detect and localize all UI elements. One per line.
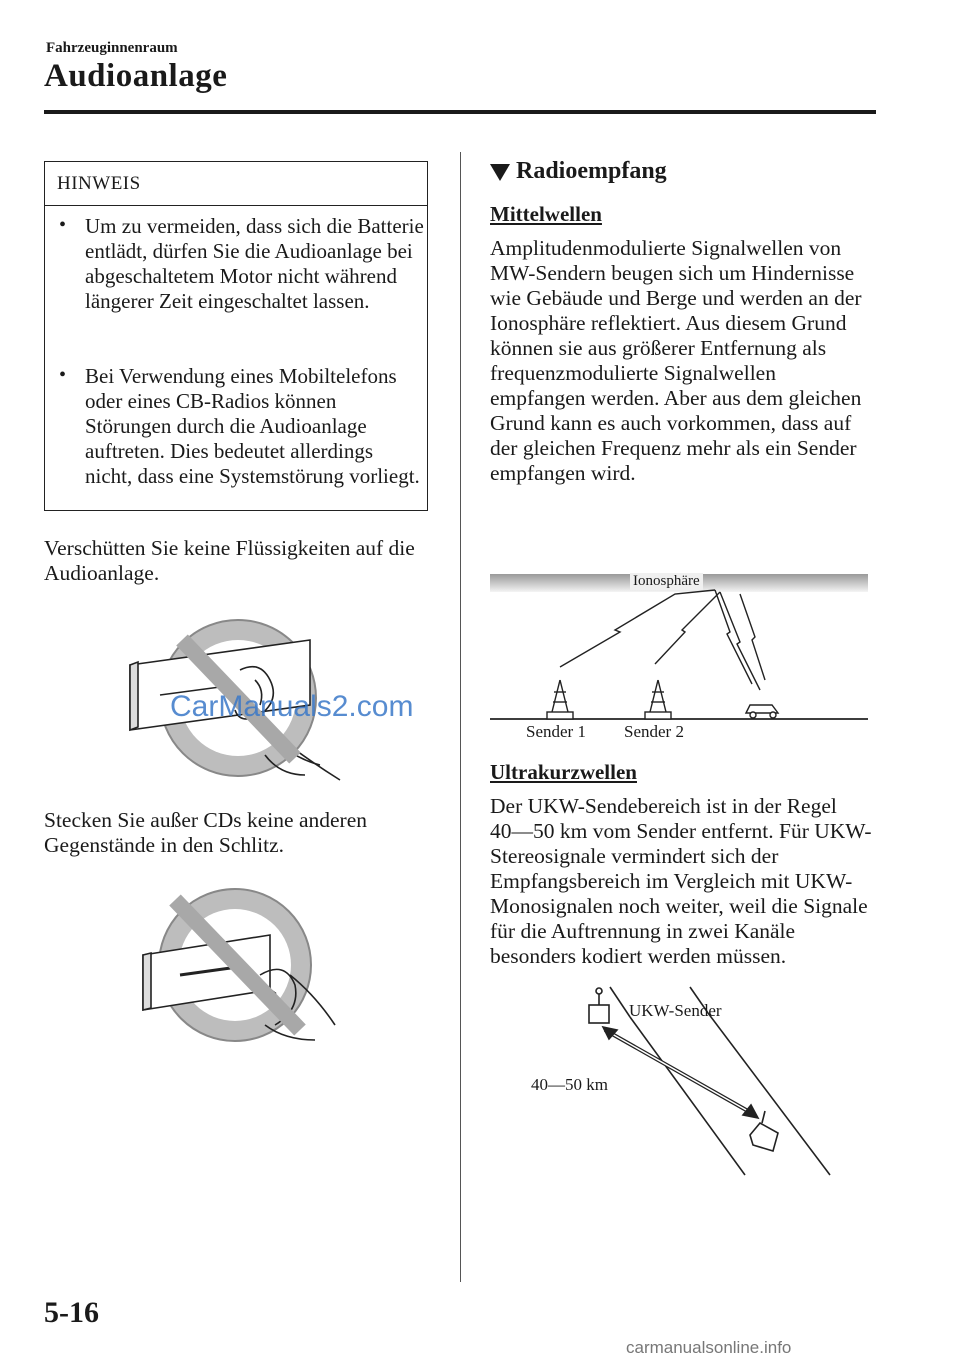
ukw-distance-label: 40―50 km	[531, 1075, 608, 1094]
ukw-diagram	[525, 985, 845, 1180]
ionosphere-label: Ionosphäre	[630, 573, 703, 590]
footer-site-watermark: carmanualsonline.info	[626, 1338, 792, 1357]
bullet-icon: •	[59, 364, 67, 386]
ukw-sender-label: UKW-Sender	[629, 1001, 722, 1020]
liquid-warning-text: Verschütten Sie keine Flüssigkeiten auf die Audioanlage.	[44, 536, 415, 585]
mw-subheading: Mittelwellen	[490, 202, 602, 226]
page-title: Audioanlage	[44, 58, 228, 94]
mw-diagram-graphic	[490, 572, 868, 747]
page-number: 5-16	[44, 1296, 99, 1329]
mw-diagram	[490, 572, 868, 747]
note-bullet-2: Bei Verwendung eines Mobiltelefons oder eines CB-Radios können Störungen durch die Audioanlage auftreten. Dies bedeutet allerdings nicht, dass eine Systemstörung vorliegt.	[85, 364, 420, 488]
watermark-logo: CarManuals2.com	[170, 690, 414, 723]
column-divider	[460, 152, 461, 1282]
sender2-label: Sender 2	[624, 722, 684, 741]
ukw-subheading: Ultrakurzwellen	[490, 760, 637, 784]
no-objects-illustration	[135, 880, 345, 1050]
ukw-paragraph: Der UKW-Sendebereich ist in der Regel 40―50 km vom Sender entfernt. Für UKW-Stereosignale vermindert sich der Empfangsbereich im Vergleich mit UKW-Monosignalen noch weiter, weil die Signale für die Auftrennung in zwei Kanäle besonders kodiert werden müssen.	[490, 794, 872, 968]
cd-slot-warning-text: Stecken Sie außer CDs keine anderen Gegenstände in den Schlitz.	[44, 808, 367, 857]
note-box	[44, 161, 428, 511]
section-triangle-icon	[490, 164, 510, 181]
bullet-icon: •	[59, 214, 67, 236]
sender1-label: Sender 1	[526, 722, 586, 741]
chapter-label: Fahrzeuginnenraum	[46, 40, 178, 56]
note-header	[45, 162, 427, 206]
header-rule	[44, 110, 876, 114]
mw-paragraph: Amplitudenmodulierte Signalwellen von MW-Sendern beugen sich um Hindernisse wie Gebäude und Berge und werden an der Ionosphäre reflektiert. Aus diesem Grund können sie aus größerer Entfernung als frequenzmodulierte Signalwellen empfangen werden. Aber aus dem gleichen Grund kann es auch vorkommen, dass auf der gleichen Frequenz mehr als ein Sender empfangen wird.	[490, 236, 862, 485]
note-bullet-1: Um zu vermeiden, dass sich die Batterie entlädt, dürfen Sie die Audioanlage bei abgeschaltetem Motor nicht während längerer Zeit eingeschaltet lassen.	[85, 214, 424, 313]
note-title: HINWEIS	[57, 173, 141, 194]
section-heading: Radioempfang	[516, 158, 667, 184]
